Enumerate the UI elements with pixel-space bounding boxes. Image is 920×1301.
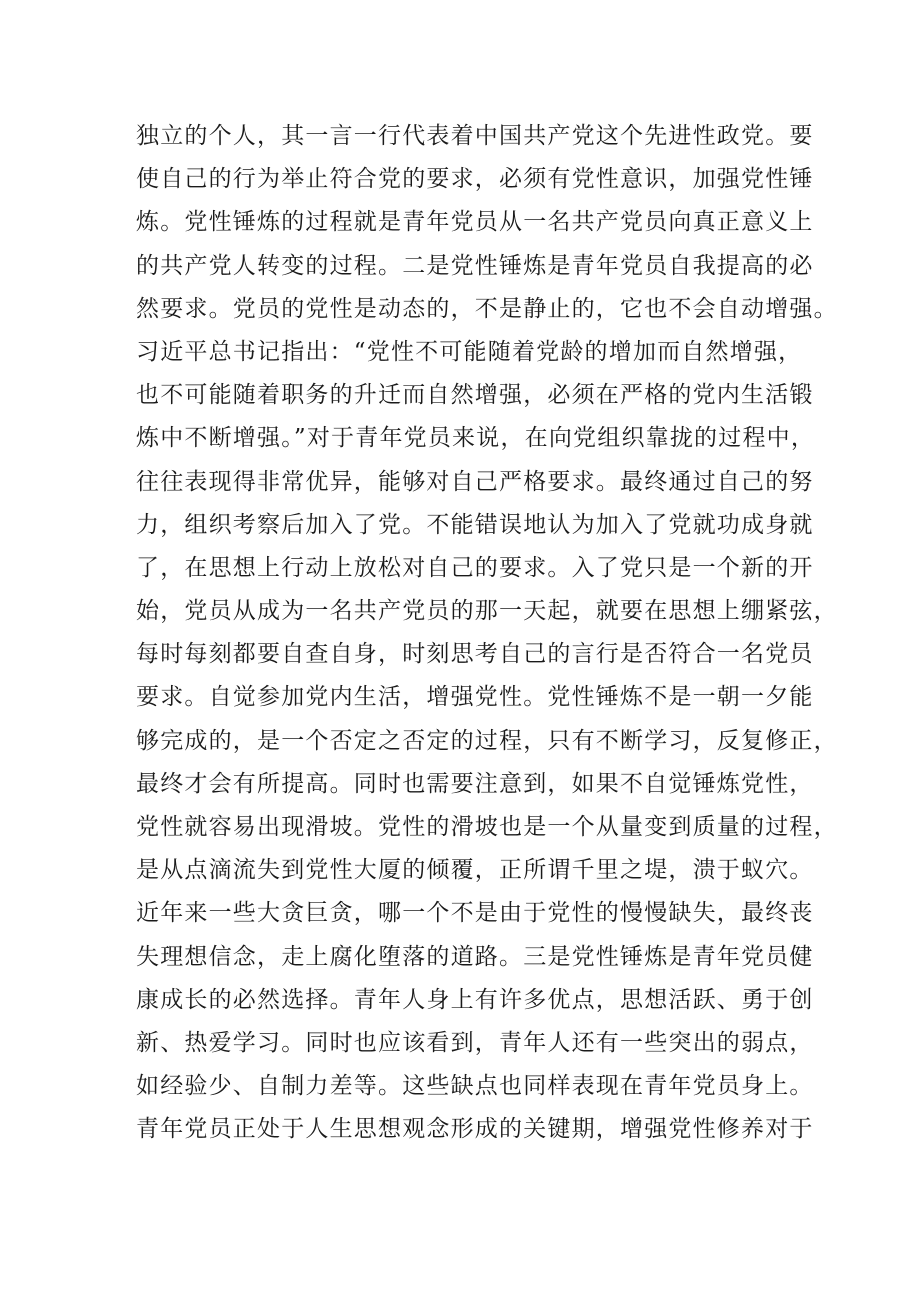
text-line: 失理想信念，走上腐化堕落的道路。三是党性锤炼是青年党员健 <box>136 943 814 970</box>
text-line: 康成长的必然选择。青年人身上有许多优点，思想活跃、勇于创 <box>136 986 814 1013</box>
text-line: 始，党员从成为一名共产党员的那一天起，就要在思想上绷紧弦， <box>136 598 838 625</box>
text-line: 往往表现得非常优异，能够对自己严格要求。最终通过自己的努 <box>136 468 814 495</box>
text-line: 新、热爱学习。同时也应该看到，青年人还有一些突出的弱点， <box>136 1029 814 1056</box>
body-text <box>136 115 838 1152</box>
text-line: 够完成的，是一个否定之否定的过程，只有不断学习，反复修正， <box>136 727 838 754</box>
text-line: 也不可能随着职务的升迁而自然增强，必须在严格的党内生活锻 <box>136 382 814 409</box>
text-line: 独立的个人，其一言一行代表着中国共产党这个先进性政党。要 <box>136 123 814 149</box>
text-line: 是从点滴流失到党性大厦的倾覆，正所谓千里之堤，溃于蚁穴。 <box>136 857 814 884</box>
text-line: 力，组织考察后加入了党。不能错误地认为加入了党就功成身就 <box>136 511 814 538</box>
text-line: 然要求。党员的党性是动态的，不是静止的，它也不会自动增强。 <box>136 295 838 322</box>
text-line: 如经验少、自制力差等。这些缺点也同样表现在青年党员身上。 <box>136 1073 814 1100</box>
text-line: 习近平总书记指出：“党性不可能随着党龄的增加而自然增强， <box>136 338 803 365</box>
text-line: 每时每刻都要自查自身，时刻思考自己的言行是否符合一名党员 <box>136 641 814 668</box>
text-line: 炼。党性锤炼的过程就是青年党员从一名共产党员向真正意义上 <box>136 209 814 236</box>
text-line: 使自己的行为举止符合党的要求，必须有党性意识，加强党性锤 <box>136 166 814 193</box>
text-line: 了，在思想上行动上放松对自己的要求。入了党只是一个新的开 <box>136 554 814 581</box>
text-line: 近年来一些大贪巨贪，哪一个不是由于党性的慢慢缺失，最终丧 <box>136 900 814 927</box>
text-line: 的共产党人转变的过程。二是党性锤炼是青年党员自我提高的必 <box>136 252 814 279</box>
text-line: 要求。自觉参加党内生活，增强党性。党性锤炼不是一朝一夕能 <box>136 684 814 711</box>
text-line: 最终才会有所提高。同时也需要注意到，如果不自觉锤炼党性， <box>136 770 814 797</box>
text-line: 青年党员正处于人生思想观念形成的关键期，增强党性修养对于 <box>136 1116 814 1143</box>
text-line: 炼中不断增强。”对于青年党员来说，在向党组织靠拢的过程中， <box>136 425 816 452</box>
text-line: 党性就容易出现滑坡。党性的滑坡也是一个从量变到质量的过程， <box>136 814 838 840</box>
